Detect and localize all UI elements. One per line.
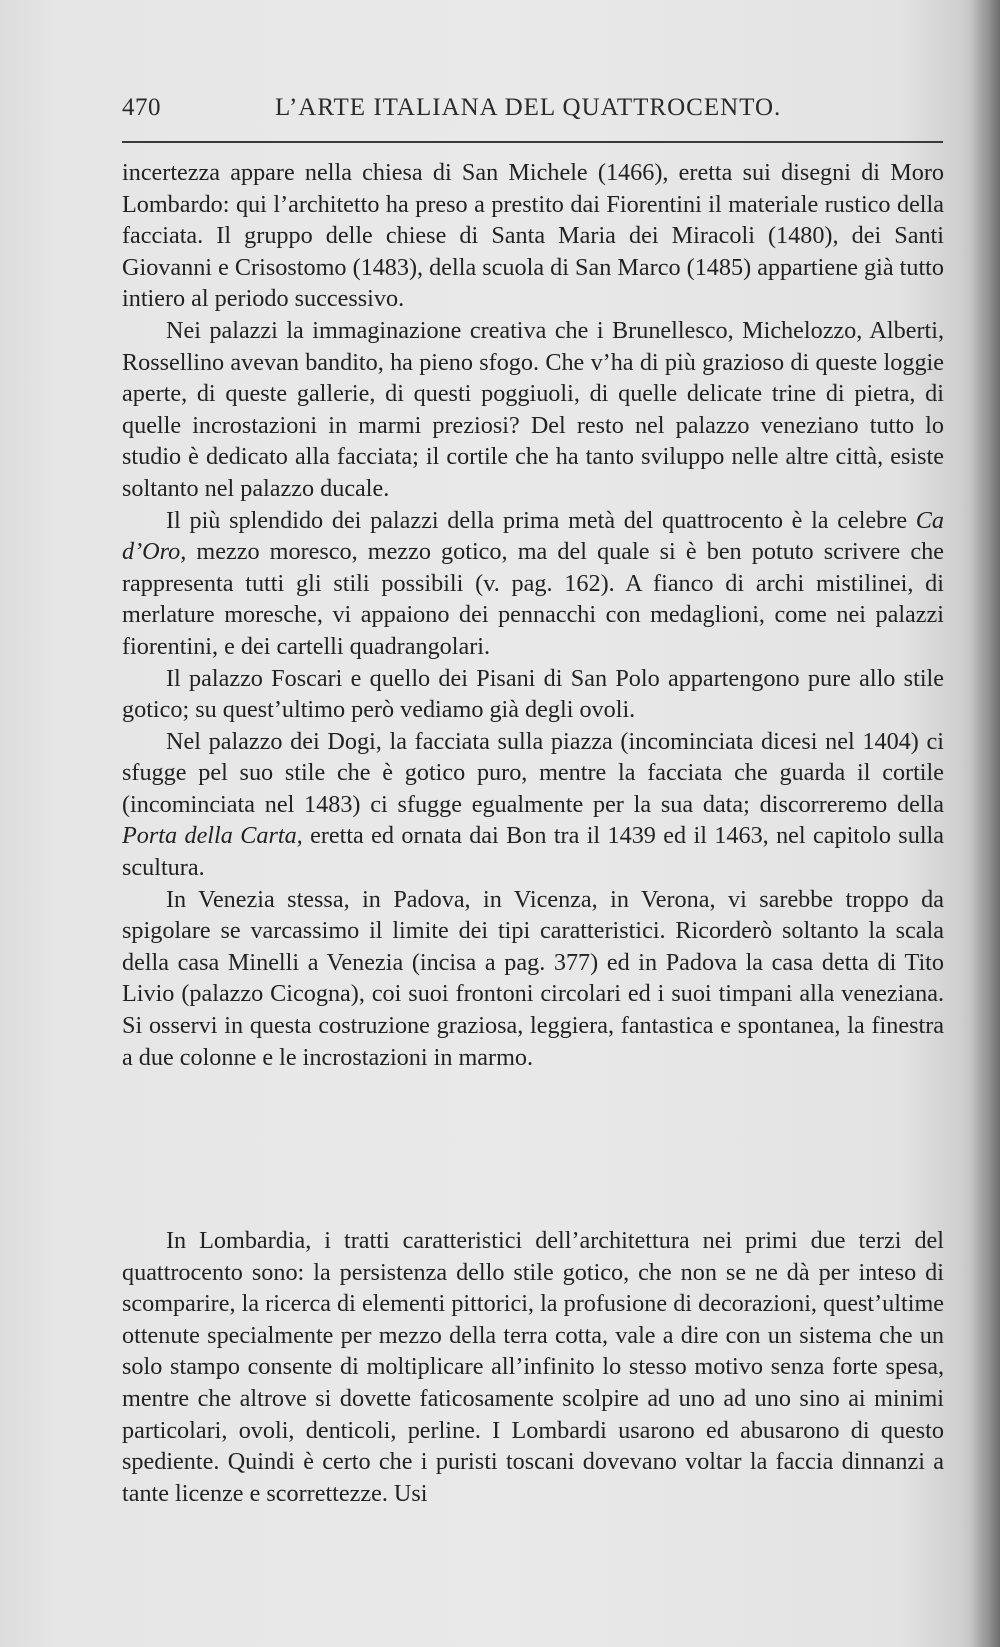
binding-shadow [970,0,1000,1647]
paragraph-san-michele: incertezza appare nella chiesa di San Michele (1466), eretta sui disegni di Moro Lombardo: qui l’architetto ha preso a prestito dai Fiorentini il materiale rustico della facciata. Il gruppo delle chiese di Santa Maria dei Miracoli (1480), dei Santi Giovanni e Crisostomo (1483), della scuola di San Marco (1485) appartiene già tutto intiero al periodo successivo. [122,159,944,313]
paragraph-lombardia: In Lombardia, i tratti caratteristici dell’architettura nei primi due terzi del quattrocento sono: la persistenza dello stile gotico, che non se ne dà per inteso di scomparire, la ricerca di elementi pittorici, la profusione di decorazioni, quest’ultime ottenute specialmente per mezzo della terra cotta, vale a dire con un sistema che un solo stampo consente di moltiplicare all’infinito lo stesso motivo senza forte spesa, mentre che altrove si dovette faticosamente scolpire ad uno ad uno sino ai minimi particolari, ovoli, denticoli, perline. I Lombardi usarono ed abusarono di questo spediente. Quindi è certo che i puristi toscani dovevano voltar la faccia dinnanzi a tante licenze e scorrettezze. Usi [122,1227,944,1507]
text-run: mezzo moresco, mezzo gotico, ma del quale si è ben potuto scrivere che rappresenta tutti gli stili possibili (v. pag. 162). A fianco di archi mistilinei, di merlature moresche, vi appaiono dei pennacchi con medaglioni, come nei palazzi fiorentini, e dei cartelli quadrangolari. [122,538,944,660]
running-title: L’ARTE ITALIANA DEL QUATTROCENTO. [275,94,782,121]
text-run: eretta ed ornata dai Bon tra il 1439 ed il 1463, nel capitolo sulla scultura. [122,822,944,882]
text-run: Nel palazzo dei Dogi, la facciata sulla piazza (incominciata dicesi nel 1404) ci sfugge pel suo stile che è gotico puro, mentre la facciata che guarda il cortile (incominciata nel 1483) ci sfugge egualmente per la sua data; discorreremo della [122,727,944,818]
paragraph-palazzi: Nei palazzi la immaginazione creativa che i Brunellesco, Michelozzo, Alberti, Rossellino avevan bandito, ha pieno sfogo. Che v’ha di più grazioso di queste loggie aperte, di queste gallerie, di questi poggiuoli, di quelle delicate trine di pietra, di quelle incrostazioni in marmi preziosi? Del resto nel palazzo veneziano tutto lo studio è dedicato alla facciata; il cortile che ha tanto sviluppo nelle altre città, esiste soltanto nel palazzo ducale. [122,316,944,502]
paragraph-ca-doro [122,505,944,663]
text-section-lombardia [122,1225,944,1509]
italic-title: Porta della Carta, [122,822,303,850]
italic-title: Ca d’Oro, [122,506,944,566]
paragraph-foscari: Il palazzo Foscari e quello dei Pisani di San Polo appartengono pure allo stile gotico; su quest’ultimo però vediamo già degli ovoli. [122,664,944,724]
header-rule [122,141,943,143]
paragraph-venezia-padova: In Venezia stessa, in Padova, in Vicenza, in Verona, vi sarebbe troppo da spigolare se varcassimo il limite dei tipi caratteristici. Ricorderò soltanto la scala della casa Minelli a Venezia (incisa a pag. 377) ed in Padova la casa detta di Tito Livio (palazzo Cicogna), coi suoi frontoni circolari ed i suoi timpani alla veneziana. Si osservi in questa costruzione graziosa, leggiera, fantastica e spontanea, la finestra a due colonne e le incrostazioni in marmo. [122,885,944,1071]
page-header [122,92,942,132]
text-section-venice [122,157,944,1073]
paragraph-dogi [122,726,944,884]
page-number: 470 [122,94,161,121]
text-run: Il più splendido dei palazzi della prima metà del quattrocento è la celebre [166,506,916,534]
